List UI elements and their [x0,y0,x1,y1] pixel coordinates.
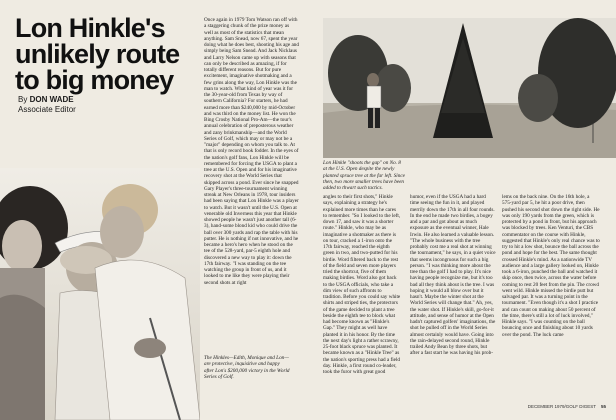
article-column-4 [502,194,600,404]
headline-line-2: unlikely route [15,39,180,69]
photo-caption-top: Lon Hinkle "shoots the gap" on No. 8 at the U.S. Open despite the newly planted spruce tree at the far left. Since then, two more smaller trees have been added to thwart such tactics. [323,160,405,192]
golf-course-photo [323,18,616,158]
family-photo-graphic [0,168,200,420]
byline [18,95,168,115]
article-column-2 [323,194,401,404]
byline-author: DON WADE [29,95,74,104]
headline-line-3: to big money [15,65,174,95]
footer-publication: DECEMBER 1979/GOLF DIGEST [527,404,596,409]
article-text: humor, even if the USGA had a hard time seeing the fun in it, and played merrily down the 17th in all four rounds. In the end he made two birdies, a bogey and a par and got about as much exposure as the eventual winner, Hale Irwin. He also learned a valuable lesson. "The whole business with the tree probably cost me a real shot at winning the tournament," he says, in a quiet voice that seems incongruous for such a big person. "I was thinking more about the tree than the golf I had to play. It's nice having people recognize me, but it's too bad all they think about is the tree. I was hoping it would all blow over but it hasn't. Maybe the winter shot at the World Series will change that." Ah, yes, the water shot. If Hinkle's skill, go-for-it attitude, and sense of humor at the Open hadn't captured golfers' imaginations, the shot he pulled off in the World Series almost certainly would have. Going into the rain-delayed second round, Hinkle trailed Andy Bean by three shots, but after a fast start he was having his prob- [410,194,496,357]
page-number: 55 [600,404,606,409]
byline-prefix: By [18,95,28,104]
byline-role: Associate Editor [18,105,76,114]
golf-course-photo-graphic [323,18,616,158]
article-text: Once again in 1979 Tom Watson ran off with a staggering chunk of the prize money as well as most of the statistics that mean anything. Sam Snead, now 67, spent the year doing what he does best, shooting his age and simply being Sam Snead. And Jack Nicklaus and Larry Nelson came up with seasons that can only be described as amazing, if for totally different reasons. But for pure excitement, imaginative shotmaking and a few grins along the way, Lon Hinkle was the man to watch. What kind of year was it for the 30-year-old from Texas by way of southern California? For starters, he had earned more than $240,000 by mid-October and was third on the money list. He won the Bing Crosby National Pro-Am—the tour's annual celebration of preposterous weather and zany brinkmanship—and the World Series of Golf, which may or may not be a "major" depending on whom you talk to. At that is only record book fodder. In the eyes of the nation's golf fans, Lon Hinkle will be remembered for forcing the USGA to plant a tree at the U.S. Open and for his imaginative recovery shot at the World Series that skipped across a pond. Ever since he snapped Gary Player's three-tournament winning streak at New Orleans in 1978, tour insiders had been saying that Lon Hinkle was a player to watch. But it wasn't until the U.S. Open at venerable old Inverness this year that Hinkle showed people he wasn't just another tall (6-3), hand-some blond kid who could drive the ball over 300 yards and rap the table with his putter. He is nothing if not innovative, and he became a hero's hero when he stood on the tee of the 528-yard, par-5 eighth hole and discovered a new way to play it: down the 17th fairway. "I was standing on the tee watching the group in front of us, and it looked to me like they were playing their second shots at right [204,17,299,286]
family-photo [0,168,200,420]
article-text: angles to their first shots," Hinkle says, explaining a strategy he's explained more times than he cares to remember. "So I looked to the left, down 17, and saw it was a shorter route." Hinkle, who may be as imaginative a shotmaker as there is on tour, cracked a 1-iron onto the 17th fairway, reached the eighth green in two, and two-putted for his birdie. Word filtered back to the rest of the field and seven more players tried the shortcut, five of them making birdies. Word also got back to the USGA officials, who take a dim view of such affronts to tradition. Before you could say white shirts and striped ties, the protectors of the game decided to plant a tree beside the eighth tee to block what had become known as "Hinkle's Gap." They might as well have planted it in his honor. By the time the next day's light a rather scrawny, 25-foot black spruce was planted. It became known as a "Hinkle Tree" as the nation's sporting press had a field day. Hinkle, a first round co-leader, took the furor with great good [323,194,401,375]
page-footer [410,404,606,409]
headline [15,15,205,93]
photo-caption-bottom: The Hinkles—Edith, Monique and Lon—are protective, inquisitive and happy after Lon's $200,000 victory in the World Series of Golf. [204,355,290,380]
article-text: lems on the back nine. On the 16th hole, a 575-yard par 5, he hit a poor drive, then pushed his second shot down the right side. He was only 190 yards from the green, which is protected by a pond in front, but his approach was blocked by trees. Ken Venturi, the CBS commentator on the course with Hinkle, suggested that Hinkle's only real chance was to try to hit a low shot, bounce the ball across the pond and hope for the best. The same thought crossed Hinkle's mind. As a nationwide TV audience and a large gallery looked on, Hinkle took a 6-iron, punched the ball and watched it skip once, then twice, across the water before coming to rest 20 feet from the pin. The crowd went wild. Hinkle missed the birdie putt but salvaged par. It was a turning point in the tournament. "Even though it's a shot I practice and can count on making about 50 percent of the time, there's still a lot of luck involved," Hinkle says. "I was counting on the ball bouncing once and finishing about 10 yards over the pond. The luck came [502,194,600,338]
article-column-3 [410,194,496,404]
article-column-1 [204,17,299,387]
headline-line-1: Lon Hinkle's [15,13,165,43]
